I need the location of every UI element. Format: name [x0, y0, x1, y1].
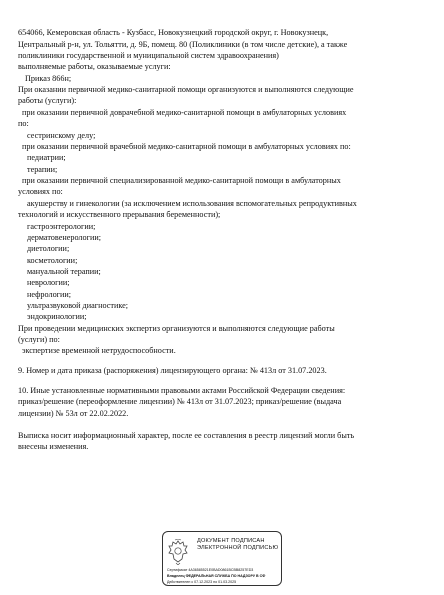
service-dermatovenereology: дерматовенерологии; [27, 233, 102, 242]
prehospital-care-cont: по: [18, 119, 29, 128]
expertise-intro: При проведении медицинских экспертиз организуются и выполняются следующие работы [18, 324, 335, 333]
stamp-title-line-2: ЭЛЕКТРОННОЙ ПОДПИСЬЮ [197, 545, 279, 551]
stamp-title-line-1: ДОКУМЕНТ ПОДПИСАН [197, 538, 265, 544]
prehospital-care-line: при оказании первичной доврачебной медико-санитарной помощи в амбулаторных условиях [22, 108, 347, 117]
service-neurology: неврологии; [27, 278, 70, 287]
service-obstetrics: акушерству и гинекологии (за исключением использования вспомогательных репродуктивных [27, 199, 357, 208]
specialized-care-cont: условиях по: [18, 187, 63, 196]
stamp-certificate: Сертификат 4A36585521E0BAD0861BCBB8257ED3 [167, 568, 254, 572]
service-cosmetology: косметологии; [27, 256, 78, 265]
service-endocrinology: эндокринологии; [27, 312, 87, 321]
electronic-signature-stamp [162, 531, 282, 586]
service-disability-expertise: экспертизе временной нетрудоспособности. [22, 346, 176, 355]
works-heading: выполняемые работы, оказываемые услуги: [18, 62, 171, 71]
disclaimer-line-1: Выписка носит информационный характер, после ее составления в реестр лицензий могли быть [18, 431, 355, 440]
expertise-intro-cont: (услуги) по: [18, 335, 60, 344]
order-line: Приказ 866н; [25, 74, 72, 83]
service-nursing: сестринскому делу; [27, 131, 96, 140]
service-therapy: терапии; [27, 165, 58, 174]
specialized-care-line: при оказании первичной специализированной медико-санитарной помощи в амбулаторных [22, 176, 341, 185]
section-10-line-2: приказ/решение (переоформление лицензии) № 413л от 31.07.2023; приказ/решение (выдача [18, 397, 342, 406]
address-line-2: Центральный р-н, ул. Тольятти, д. 9Б, помещ. 80 (Поликлиники (в том числе детские), а также [18, 40, 348, 49]
service-manual-therapy: мануальной терапии; [27, 267, 101, 276]
stamp-owner: Владелец ФЕДЕРАЛЬНАЯ СЛУЖБА ПО НАДЗОРУ В СФ [167, 574, 266, 578]
service-pediatrics: педиатрии; [27, 153, 66, 162]
section-9-order: 9. Номер и дата приказа (распоряжения) лицензирующего органа: № 413л от 31.07.2023. [18, 366, 327, 375]
service-ultrasound: ультразвуковой диагностике; [27, 301, 129, 310]
service-nephrology: нефрологии; [27, 290, 72, 299]
primary-care-intro: При оказании первичной медико-санитарной помощи организуются и выполняются следующие [18, 85, 354, 94]
address-line-1: 654066, Кемеровская область - Кузбасс, Новокузнецкий городской округ, г. Новокузнецк, [18, 28, 329, 37]
service-gastroenterology: гастроэнтерологии; [27, 222, 96, 231]
address-line-3: поликлиники государственной и муниципальной систем здравоохранения) [18, 51, 279, 60]
coat-of-arms-icon [167, 539, 189, 565]
physician-care-line: при оказании первичной врачебной медико-санитарной помощи в амбулаторных условиях по: [22, 142, 351, 151]
stamp-validity: Действителен с 07.12.2023 по 01.03.2025 [167, 580, 237, 584]
service-dietetics: диетологии; [27, 244, 70, 253]
section-10-line-3: лицензии) № 53л от 22.02.2022. [18, 409, 129, 418]
section-10-heading: 10. Иные установленные нормативными правовыми актами Российской Федерации сведения: [18, 386, 346, 395]
primary-care-intro-cont: работы (услуги): [18, 96, 77, 105]
service-obstetrics-cont: технологий и искусственного прерывания беременности); [18, 210, 221, 219]
disclaimer-line-2: внесены изменения. [18, 442, 89, 451]
